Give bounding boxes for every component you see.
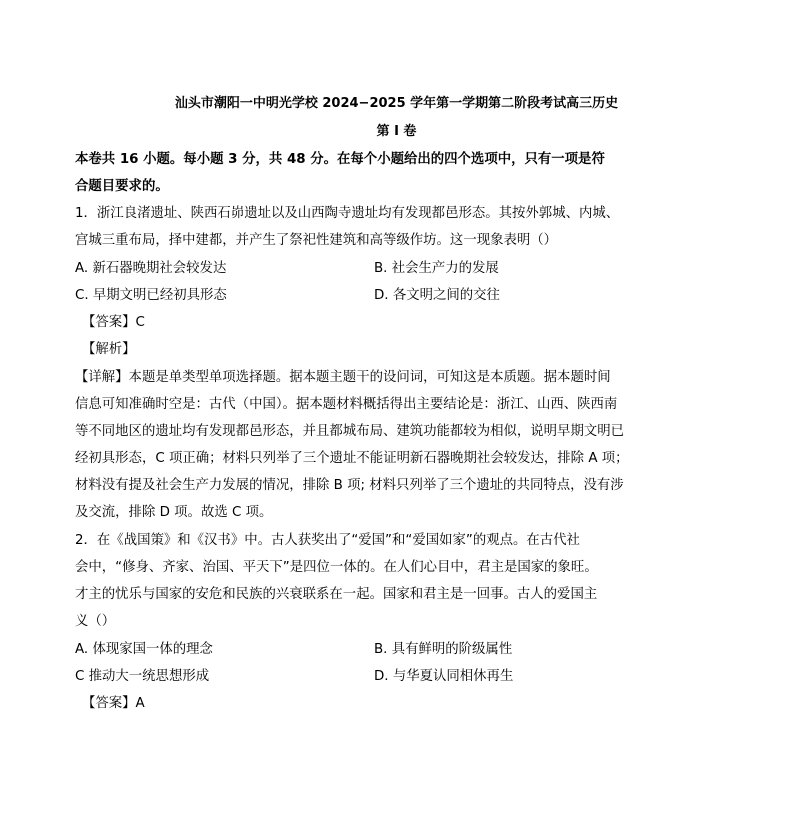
q2-stem-line-2: 会中，“修身、齐家、治国、平天下”是四位一体的。在人们心目中，君主是国家的象旺。 bbox=[75, 560, 598, 575]
q2-stem-line-3: 才主的忧乐与国家的安危和民族的兴衰联系在一起。国家和君主是一回事。古人的爱国主 bbox=[75, 587, 598, 602]
q1-analysis-heading: 【解析】 bbox=[82, 342, 136, 357]
q1-stem-line-2: 宫城三重布局，择中建都，并产生了祭祀性建筑和高等级作坊。这一现象表明（） bbox=[75, 233, 558, 248]
q2-stem-line-1: 2．在《战国策》和《汉书》中。古人获奖出了“爱国”和“爱国如家”的观点。在古代社 bbox=[75, 533, 580, 548]
q2-stem-line-4: 义（） bbox=[75, 614, 116, 629]
q1-detail-line-3: 等不同地区的遗址均有发现都邑形态，并且都城布局、建筑功能都较为相似，说明早期文明已 bbox=[75, 424, 625, 439]
q1-detail-line-4: 经初具形态，C 项正确；材料只列举了三个遗址不能证明新石器晚期社会较发达，排除 A 项； bbox=[75, 451, 629, 466]
q2-option-d: D. 与华夏认同相休再生 bbox=[374, 669, 514, 684]
q2-answer: 【答案】A bbox=[82, 696, 145, 711]
q1-stem-line-1: 1．浙江良渚遗址、陕西石峁遗址以及山西陶寺遗址均有发现都邑形态。其按外郭城、内城、 bbox=[75, 206, 620, 221]
q1-detail-line-1: 【详解】本题是单类型单项选择题。据本题主题干的设问词，可知这是本质题。据本题时间 bbox=[75, 370, 611, 385]
q2-option-a: A. 体现家国一体的理念 bbox=[75, 642, 213, 657]
exam-title: 汕头市潮阳一中明光学校 2024−2025 学年第一学期第二阶段考试高三历史 bbox=[174, 96, 619, 111]
q1-option-b: B. 社会生产力的发展 bbox=[374, 261, 499, 276]
volume-label: 第 I 卷 bbox=[376, 124, 417, 139]
q1-option-a: A. 新石器晚期社会较发达 bbox=[75, 261, 227, 276]
q1-option-d: D. 各文明之间的交往 bbox=[374, 288, 500, 303]
q1-detail-line-6: 及交流，排除 D 项。故选 C 项。 bbox=[75, 505, 273, 520]
q1-option-c: C. 早期文明已经初具形态 bbox=[75, 288, 227, 303]
q1-answer: 【答案】C bbox=[82, 315, 145, 330]
q1-detail-line-5: 材料没有提及社会生产力发展的情况，排除 B 项; 材料只列举了三个遗址的共同特点，没有涉 bbox=[75, 478, 624, 493]
q2-option-b: B. 具有鲜明的阶级属性 bbox=[374, 642, 513, 657]
instructions-line-2: 合题目要求的。 bbox=[75, 179, 169, 194]
instructions-line-1: 本卷共 16 小题。每小题 3 分，共 48 分。在每个小题给出的四个选项中，只有一项是符 bbox=[75, 152, 605, 167]
q1-detail-line-2: 信息可知准确时空是：古代（中国）。据本题材料概括得出主要结论是：浙江、山西、陕西南 bbox=[75, 397, 618, 412]
q2-option-c: C 推动大一统思想形成 bbox=[75, 669, 210, 684]
